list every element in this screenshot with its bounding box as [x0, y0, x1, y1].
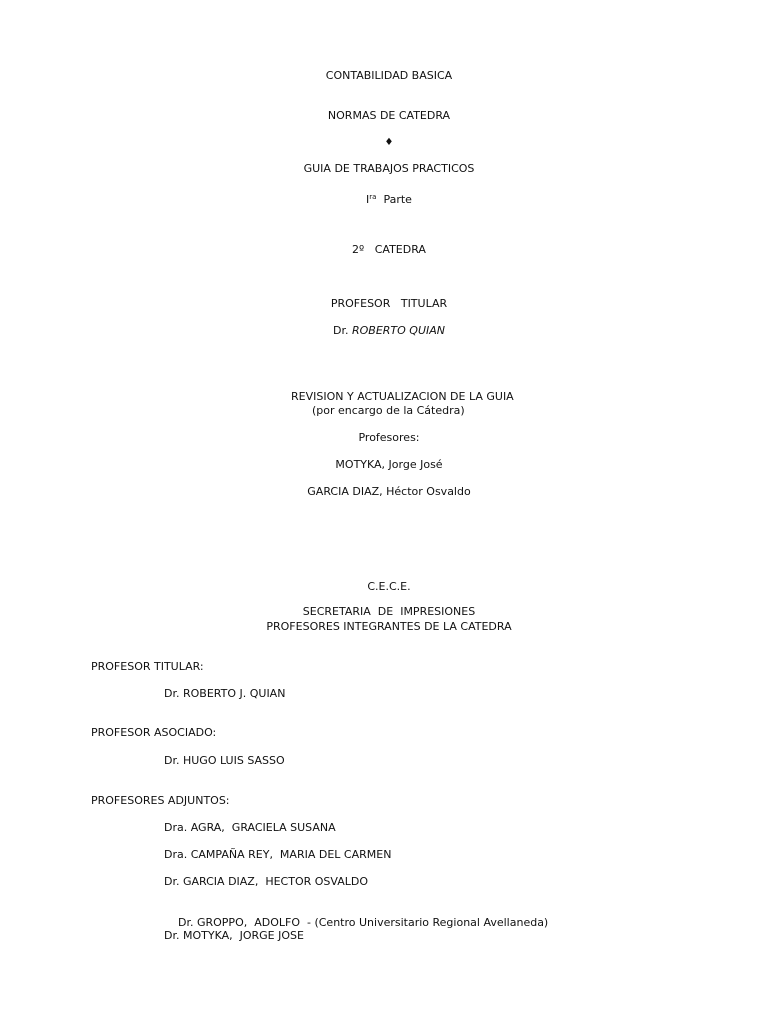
adjunto-name: Dr. GROPPO, ADOLFO -: [178, 916, 315, 929]
revision-title: REVISION Y ACTUALIZACION DE LA GUIA: [291, 390, 514, 403]
professor-prefix: Dr.: [332, 324, 349, 337]
asociado-name: Dr. HUGO LUIS SASSO: [164, 754, 285, 767]
part-word: Parte: [383, 193, 412, 206]
part-number: I: [366, 193, 370, 206]
revision-professor-1: MOTYKA, Jorge José: [335, 458, 443, 471]
guide-title: GUIA DE TRABAJOS PRACTICOS: [303, 162, 475, 175]
publisher-department: SECRETARIA DE IMPRESIONES: [302, 605, 476, 618]
adjunto-item: Dr. GARCIA DIAZ, HECTOR OSVALDO: [164, 875, 368, 888]
adjunto-item: Dra. CAMPAÑA REY, MARIA DEL CARMEN: [164, 848, 392, 861]
titular-name: Dr. ROBERTO J. QUIAN: [164, 687, 286, 700]
professor-line: [0, 324, 768, 338]
diamond-bullet-icon: ♦: [384, 137, 394, 148]
asociado-label: PROFESOR ASOCIADO:: [91, 726, 217, 739]
catedra-number: 2º: [352, 243, 365, 256]
norms-title: NORMAS DE CATEDRA: [327, 109, 451, 122]
professor-name: ROBERTO QUIAN: [351, 324, 445, 337]
catedra-line: [0, 243, 768, 257]
part-line: [0, 190, 768, 207]
revision-professor-2: GARCIA DIAZ, Héctor Osvaldo: [307, 485, 471, 498]
revision-professors-label: Profesores:: [358, 431, 420, 444]
catedra-word: CATEDRA: [374, 243, 426, 256]
titular-label: PROFESOR TITULAR:: [91, 660, 204, 673]
subject-title: CONTABILIDAD BASICA: [325, 69, 453, 82]
adjunto-item: Dra. AGRA, GRACIELA SUSANA: [164, 821, 336, 834]
members-title: PROFESORES INTEGRANTES DE LA CATEDRA: [266, 620, 512, 633]
part-ordinal: ra: [369, 193, 377, 201]
professor-title: PROFESOR TITULAR: [330, 297, 448, 310]
revision-subtitle: (por encargo de la Cátedra): [312, 404, 465, 417]
adjunto-item: Dr. MOTYKA, JORGE JOSE: [164, 929, 304, 942]
publisher-name: C.E.C.E.: [367, 580, 411, 593]
adjunto-note: (Centro Universitario Regional Avellaneda): [314, 916, 549, 929]
adjuntos-label: PROFESORES ADJUNTOS:: [91, 794, 230, 807]
